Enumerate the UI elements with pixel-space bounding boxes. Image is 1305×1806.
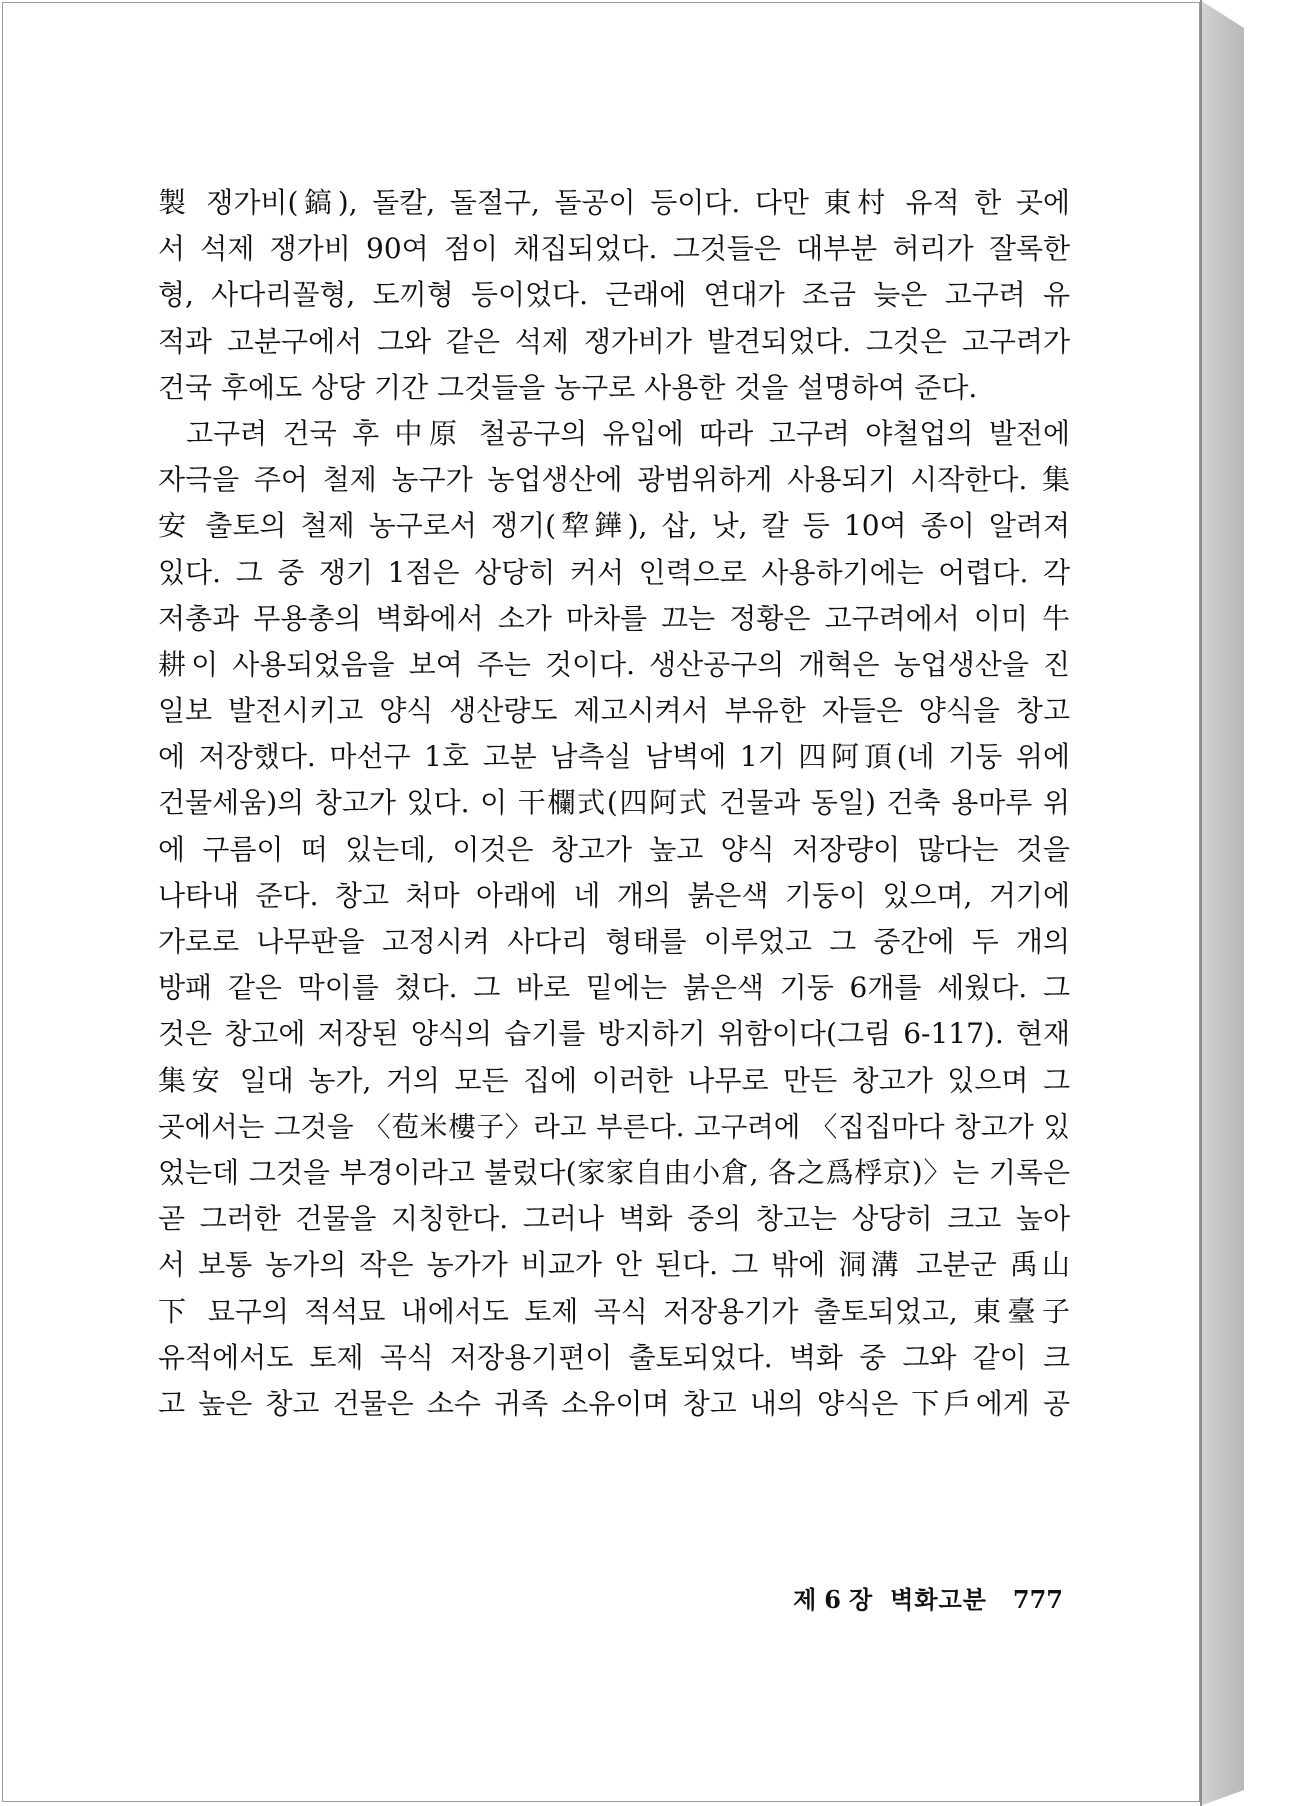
text-line: 있다. 그 중 쟁기 1점은 상당히 커서 인력으로 사용하기에는 어렵다. 각 [158, 555, 1070, 589]
text-line: 것은 창고에 저장된 양식의 습기를 방지하기 위함이다(그림 6-117). 현재 [158, 1017, 1070, 1051]
text-line: 건물세움)의 창고가 있다. 이 干欄式(四阿式 건물과 동일) 건축 용마루 위 [158, 786, 1070, 820]
text-line: 서 석제 쟁가비 90여 점이 채집되었다. 그것들은 대부분 허리가 잘록한 [158, 232, 1070, 266]
book-page-edge [1200, 0, 1244, 1806]
text-line: 저총과 무용총의 벽화에서 소가 마차를 끄는 정황은 고구려에서 이미 牛 [158, 601, 1070, 635]
text-line: 에 구름이 떠 있는데, 이것은 창고가 높고 양식 저장량이 많다는 것을 [158, 832, 1070, 866]
text-line: 건국 후에도 상당 기간 그것들을 농구로 사용한 것을 설명하여 준다. [158, 370, 978, 404]
text-line: 에 저장했다. 마선구 1호 고분 남측실 남벽에 1기 四阿頂(네 기둥 위에 [158, 740, 1070, 774]
text-line: 형, 사다리꼴형, 도끼형 등이었다. 근래에 연대가 조금 늦은 고구려 유 [158, 278, 1070, 312]
text-line: 적과 고분구에서 그와 같은 석제 쟁가비가 발견되었다. 그것은 고구려가 [158, 324, 1070, 358]
text-line: 製 쟁가비(鎬), 돌칼, 돌절구, 돌공이 등이다. 다만 東村 유적 한 곳에 [158, 186, 1070, 219]
text-line: 방패 같은 막이를 쳤다. 그 바로 밑에는 붉은색 기둥 6개를 세웠다. 그 [158, 971, 1070, 1005]
text-line: 集安 일대 농가, 거의 모든 집에 이러한 나무로 만든 창고가 있으며 그 [158, 1063, 1070, 1097]
book-spine-line [1200, 0, 1202, 1806]
book-page [2, 2, 1200, 1802]
text-line: 었는데 그것을 부경이라고 불렀다(家家自由小倉, 各之爲桴京)〉는 기록은 [158, 1155, 1070, 1189]
chapter-title: 벽화고분 [890, 1585, 987, 1614]
text-line: 가로로 나무판을 고정시켜 사다리 형태를 이루었고 그 중간에 두 개의 [158, 925, 1070, 958]
text-line: 나타내 준다. 창고 처마 아래에 네 개의 붉은색 기둥이 있으며, 거기에 [158, 878, 1070, 912]
text-line: 일보 발전시키고 양식 생산량도 제고시켜서 부유한 자들은 양식을 창고 [158, 694, 1070, 728]
chapter-label: 제 [793, 1585, 817, 1614]
body-text [158, 180, 1070, 1427]
text-line: 서 보통 농가의 작은 농가가 비교가 안 된다. 그 밖에 洞溝 고분군 禹山 [158, 1248, 1070, 1282]
text-line: 고 높은 창고 건물은 소수 귀족 소유이며 창고 내의 양식은 下戶에게 공 [158, 1386, 1070, 1420]
text-line: 耕이 사용되었음을 보여 주는 것이다. 생산공구의 개혁은 농업생산을 진 [158, 647, 1070, 681]
chapter-suffix: 장 [848, 1585, 873, 1614]
text-line: 자극을 주어 철제 농구가 농업생산에 광범위하게 사용되기 시작한다. 集 [158, 463, 1070, 497]
text-line: 곳에서는 그것을 〈苞米樓子〉라고 부른다. 고구려에 〈집집마다 창고가 있 [158, 1110, 1070, 1143]
text-line: 下 묘구의 적석묘 내에서도 토제 곡식 저장용기가 출토되었고, 東臺子 [158, 1294, 1070, 1328]
chapter-number: 6 [824, 1585, 841, 1614]
text-line: 곧 그러한 건물을 지칭한다. 그러나 벽화 중의 창고는 상당히 크고 높아 [158, 1202, 1070, 1236]
page-footer [763, 1580, 1063, 1615]
text-line: 유적에서도 토제 곡식 저장용기편이 출토되었다. 벽화 중 그와 같이 크 [158, 1340, 1070, 1374]
paragraph-first-line: 고구려 건국 후 中原 철공구의 유입에 따라 고구려 야철업의 발전에 [186, 416, 1070, 450]
text-line: 安 출토의 철제 농구로서 쟁기(犂鏵), 삽, 낫, 칼 등 10여 종이 알려져 [158, 509, 1070, 543]
page-number: 777 [1012, 1585, 1063, 1614]
